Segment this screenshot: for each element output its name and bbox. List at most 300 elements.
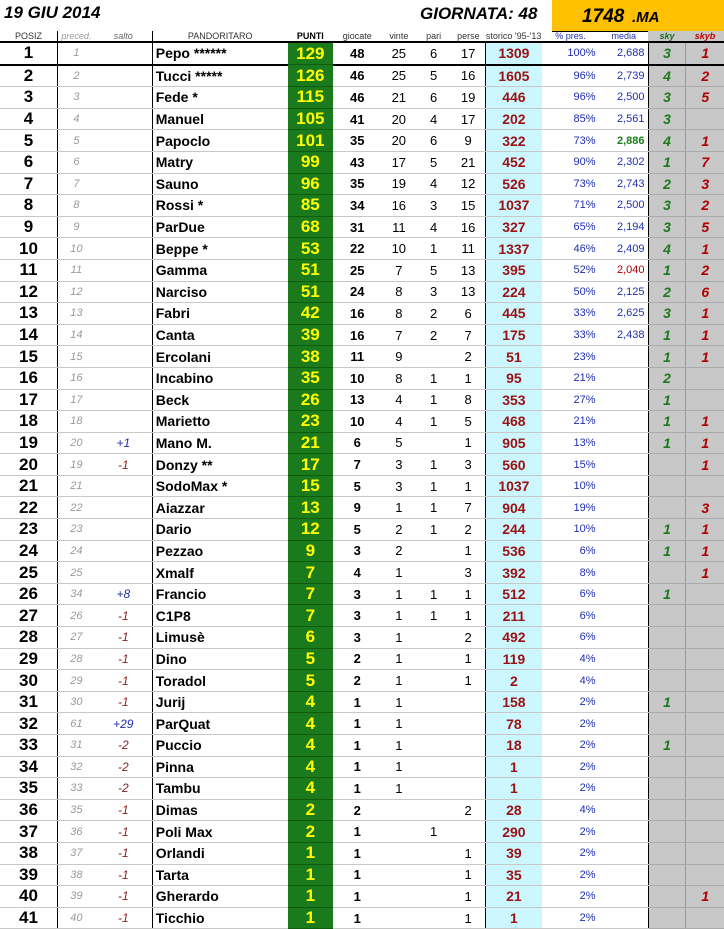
presence-pct-cell: 50% [542, 281, 600, 303]
draw-cell: 4 [416, 216, 451, 238]
jump-cell: -1 [95, 648, 152, 670]
presence-pct-cell: 96% [542, 87, 600, 109]
average-cell [600, 519, 648, 541]
position-cell: 35 [0, 778, 57, 800]
points-cell: 4 [288, 756, 333, 778]
player-name-cell: Papoclo [152, 130, 287, 152]
won-cell: 1 [381, 735, 416, 757]
player-name-cell: Donzy ** [152, 454, 287, 476]
previous-position-cell: 38 [57, 864, 94, 886]
col-pos: POSIZ [0, 31, 57, 42]
presence-pct-cell: 2% [542, 821, 600, 843]
average-cell [600, 713, 648, 735]
table-row [0, 627, 724, 649]
skyb-cell [686, 670, 724, 692]
played-cell: 41 [333, 108, 381, 130]
player-name-cell: Pepo ****** [152, 42, 287, 65]
won-cell: 8 [381, 281, 416, 303]
average-cell: 2,194 [600, 216, 648, 238]
player-name-cell: Beppe * [152, 238, 287, 260]
table-row [0, 367, 724, 389]
jump-cell [95, 367, 152, 389]
skyb-cell: 3 [686, 497, 724, 519]
presence-pct-cell: 8% [542, 562, 600, 584]
average-cell [600, 367, 648, 389]
skyb-cell: 5 [686, 216, 724, 238]
skyb-cell: 1 [686, 432, 724, 454]
historic-cell: 211 [486, 605, 542, 627]
draw-cell: 6 [416, 130, 451, 152]
player-name-cell: Rossi * [152, 195, 287, 217]
player-name-cell: ParDue [152, 216, 287, 238]
draw-cell: 6 [416, 87, 451, 109]
draw-cell [416, 778, 451, 800]
presence-pct-cell: 6% [542, 540, 600, 562]
player-name-cell: Fabri [152, 303, 287, 325]
historic-cell: 2 [486, 670, 542, 692]
sky-cell: 3 [648, 195, 686, 217]
previous-position-cell: 22 [57, 497, 94, 519]
jump-cell: -1 [95, 454, 152, 476]
lost-cell: 17 [451, 108, 486, 130]
won-cell: 5 [381, 432, 416, 454]
draw-cell [416, 648, 451, 670]
average-cell: 2,040 [600, 259, 648, 281]
jump-cell: +1 [95, 432, 152, 454]
lost-cell: 1 [451, 842, 486, 864]
lost-cell: 2 [451, 627, 486, 649]
presence-pct-cell: 27% [542, 389, 600, 411]
table-row [0, 281, 724, 303]
draw-cell: 3 [416, 195, 451, 217]
player-name-cell: Dimas [152, 799, 287, 821]
lost-cell: 8 [451, 389, 486, 411]
presence-pct-cell: 21% [542, 411, 600, 433]
presence-pct-cell: 4% [542, 670, 600, 692]
played-cell: 5 [333, 519, 381, 541]
presence-pct-cell: 2% [542, 691, 600, 713]
previous-position-cell: 15 [57, 346, 94, 368]
draw-cell: 1 [416, 583, 451, 605]
historic-cell: 1 [486, 907, 542, 929]
sky-cell [648, 778, 686, 800]
previous-position-cell: 20 [57, 432, 94, 454]
skyb-cell: 6 [686, 281, 724, 303]
average-cell [600, 627, 648, 649]
won-cell: 16 [381, 195, 416, 217]
points-cell: 38 [288, 346, 333, 368]
average-cell [600, 670, 648, 692]
sky-cell: 1 [648, 389, 686, 411]
won-cell: 7 [381, 324, 416, 346]
points-cell: 5 [288, 670, 333, 692]
position-cell: 27 [0, 605, 57, 627]
lost-cell [451, 821, 486, 843]
draw-cell: 6 [416, 42, 451, 65]
lost-cell: 1 [451, 864, 486, 886]
lost-cell: 5 [451, 411, 486, 433]
player-name-cell: Marietto [152, 411, 287, 433]
sky-cell: 3 [648, 87, 686, 109]
table-row [0, 562, 724, 584]
lost-cell [451, 735, 486, 757]
jump-cell: +8 [95, 583, 152, 605]
jump-cell [95, 130, 152, 152]
previous-position-cell: 9 [57, 216, 94, 238]
player-name-cell: Poli Max [152, 821, 287, 843]
table-row [0, 389, 724, 411]
presence-pct-cell: 90% [542, 151, 600, 173]
col-pct: % pres. [542, 31, 600, 42]
historic-cell: 468 [486, 411, 542, 433]
table-row [0, 411, 724, 433]
lost-cell [451, 778, 486, 800]
average-cell: 2,739 [600, 65, 648, 87]
average-cell [600, 454, 648, 476]
position-cell: 28 [0, 627, 57, 649]
position-cell: 22 [0, 497, 57, 519]
historic-cell: 560 [486, 454, 542, 476]
sky-cell: 1 [648, 540, 686, 562]
jump-cell [95, 475, 152, 497]
previous-position-cell: 2 [57, 65, 94, 87]
draw-cell [416, 799, 451, 821]
previous-position-cell: 37 [57, 842, 94, 864]
won-cell: 1 [381, 562, 416, 584]
won-cell: 4 [381, 389, 416, 411]
previous-position-cell: 4 [57, 108, 94, 130]
table-row [0, 821, 724, 843]
player-name-cell: Ercolani [152, 346, 287, 368]
player-name-cell: Aiazzar [152, 497, 287, 519]
lost-cell: 1 [451, 432, 486, 454]
player-name-cell: Pezzao [152, 540, 287, 562]
average-cell [600, 864, 648, 886]
points-cell: 2 [288, 821, 333, 843]
historic-cell: 1037 [486, 195, 542, 217]
player-name-cell: Dario [152, 519, 287, 541]
skyb-cell [686, 583, 724, 605]
position-cell: 20 [0, 454, 57, 476]
jump-cell: -1 [95, 799, 152, 821]
presence-pct-cell: 2% [542, 907, 600, 929]
skyb-cell [686, 605, 724, 627]
played-cell: 25 [333, 259, 381, 281]
draw-cell: 1 [416, 497, 451, 519]
draw-cell: 4 [416, 108, 451, 130]
jump-cell: -1 [95, 886, 152, 908]
won-cell: 25 [381, 42, 416, 65]
player-name-cell: Puccio [152, 735, 287, 757]
sky-cell: 3 [648, 303, 686, 325]
jump-cell: -1 [95, 907, 152, 929]
skyb-cell: 1 [686, 130, 724, 152]
won-cell [381, 864, 416, 886]
won-cell: 19 [381, 173, 416, 195]
draw-cell [416, 691, 451, 713]
position-cell: 14 [0, 324, 57, 346]
skyb-cell: 1 [686, 886, 724, 908]
average-cell: 2,302 [600, 151, 648, 173]
historic-cell: 904 [486, 497, 542, 519]
played-cell: 3 [333, 627, 381, 649]
previous-position-cell: 5 [57, 130, 94, 152]
skyb-cell [686, 475, 724, 497]
jump-cell: -1 [95, 691, 152, 713]
sky-cell: 1 [648, 346, 686, 368]
sky-cell [648, 713, 686, 735]
lost-cell: 12 [451, 173, 486, 195]
average-cell [600, 346, 648, 368]
draw-cell: 2 [416, 303, 451, 325]
historic-cell: 28 [486, 799, 542, 821]
won-cell: 1 [381, 756, 416, 778]
position-cell: 23 [0, 519, 57, 541]
position-cell: 38 [0, 842, 57, 864]
lost-cell: 7 [451, 324, 486, 346]
player-name-cell: Gamma [152, 259, 287, 281]
table-row [0, 216, 724, 238]
draw-cell: 1 [416, 475, 451, 497]
won-cell: 1 [381, 713, 416, 735]
played-cell: 1 [333, 713, 381, 735]
played-cell: 1 [333, 821, 381, 843]
previous-position-cell: 6 [57, 151, 94, 173]
average-cell [600, 799, 648, 821]
won-cell [381, 907, 416, 929]
previous-position-cell: 23 [57, 519, 94, 541]
sky-cell: 2 [648, 281, 686, 303]
played-cell: 1 [333, 907, 381, 929]
sky-cell [648, 454, 686, 476]
average-cell [600, 497, 648, 519]
position-cell: 40 [0, 886, 57, 908]
col-sky: sky [648, 31, 686, 42]
position-cell: 21 [0, 475, 57, 497]
position-cell: 36 [0, 799, 57, 821]
won-cell: 1 [381, 691, 416, 713]
average-cell: 2,409 [600, 238, 648, 260]
presence-pct-cell: 2% [542, 778, 600, 800]
col-pari: pari [416, 31, 451, 42]
lost-cell: 7 [451, 497, 486, 519]
points-cell: 6 [288, 627, 333, 649]
sky-cell [648, 864, 686, 886]
draw-cell: 4 [416, 173, 451, 195]
played-cell: 3 [333, 605, 381, 627]
historic-cell: 35 [486, 864, 542, 886]
skyb-cell [686, 108, 724, 130]
jump-cell: -2 [95, 756, 152, 778]
historic-cell: 21 [486, 886, 542, 908]
average-cell: 2,688 [600, 42, 648, 65]
presence-pct-cell: 65% [542, 216, 600, 238]
average-cell [600, 605, 648, 627]
position-cell: 18 [0, 411, 57, 433]
skyb-cell: 1 [686, 324, 724, 346]
jump-cell: -1 [95, 605, 152, 627]
player-name-cell: Jurij [152, 691, 287, 713]
points-cell: 51 [288, 281, 333, 303]
jump-cell [95, 281, 152, 303]
col-salto: salto [95, 31, 152, 42]
historic-cell: 18 [486, 735, 542, 757]
lost-cell: 3 [451, 454, 486, 476]
played-cell: 46 [333, 65, 381, 87]
previous-position-cell: 19 [57, 454, 94, 476]
average-cell [600, 562, 648, 584]
draw-cell [416, 735, 451, 757]
historic-cell: 327 [486, 216, 542, 238]
sky-cell [648, 562, 686, 584]
player-name-cell: Tambu [152, 778, 287, 800]
table-row [0, 648, 724, 670]
player-name-cell: Matry [152, 151, 287, 173]
position-cell: 25 [0, 562, 57, 584]
jump-cell [95, 108, 152, 130]
draw-cell [416, 907, 451, 929]
col-giocate: giocate [333, 31, 381, 42]
lost-cell: 11 [451, 238, 486, 260]
historic-cell: 322 [486, 130, 542, 152]
points-cell: 39 [288, 324, 333, 346]
points-cell: 96 [288, 173, 333, 195]
played-cell: 1 [333, 842, 381, 864]
player-name-cell: Orlandi [152, 842, 287, 864]
sky-cell: 1 [648, 324, 686, 346]
skyb-cell: 2 [686, 195, 724, 217]
won-cell: 8 [381, 303, 416, 325]
skyb-cell [686, 799, 724, 821]
table-row [0, 303, 724, 325]
table-row [0, 259, 724, 281]
player-name-cell: Gherardo [152, 886, 287, 908]
table-row [0, 65, 724, 87]
sky-cell: 1 [648, 735, 686, 757]
draw-cell: 1 [416, 411, 451, 433]
points-cell: 15 [288, 475, 333, 497]
points-cell: 13 [288, 497, 333, 519]
round-label: GIORNATA: 48 [420, 4, 538, 23]
skyb-cell [686, 821, 724, 843]
presence-pct-cell: 71% [542, 195, 600, 217]
sky-cell: 3 [648, 216, 686, 238]
presence-pct-cell: 96% [542, 65, 600, 87]
table-row [0, 173, 724, 195]
points-cell: 101 [288, 130, 333, 152]
points-cell: 4 [288, 713, 333, 735]
jump-cell [95, 389, 152, 411]
sky-cell: 4 [648, 130, 686, 152]
table-row [0, 151, 724, 173]
table-row [0, 842, 724, 864]
jump-cell: -2 [95, 778, 152, 800]
position-cell: 15 [0, 346, 57, 368]
presence-pct-cell: 2% [542, 756, 600, 778]
position-cell: 34 [0, 756, 57, 778]
position-cell: 41 [0, 907, 57, 929]
played-cell: 16 [333, 324, 381, 346]
position-cell: 31 [0, 691, 57, 713]
historic-cell: 1 [486, 778, 542, 800]
played-cell: 1 [333, 735, 381, 757]
table-row [0, 907, 724, 929]
presence-pct-cell: 6% [542, 627, 600, 649]
draw-cell: 2 [416, 324, 451, 346]
player-name-cell: Pinna [152, 756, 287, 778]
position-cell: 32 [0, 713, 57, 735]
position-cell: 6 [0, 151, 57, 173]
jump-cell: -1 [95, 821, 152, 843]
presence-pct-cell: 73% [542, 130, 600, 152]
historic-cell: 158 [486, 691, 542, 713]
skyb-cell: 1 [686, 411, 724, 433]
skyb-cell: 1 [686, 540, 724, 562]
standings-body [0, 42, 724, 929]
position-cell: 37 [0, 821, 57, 843]
skyb-cell [686, 389, 724, 411]
historic-cell: 1037 [486, 475, 542, 497]
average-cell: 2,500 [600, 195, 648, 217]
played-cell: 3 [333, 540, 381, 562]
played-cell: 35 [333, 130, 381, 152]
table-row [0, 540, 724, 562]
player-name-cell: Incabino [152, 367, 287, 389]
previous-position-cell: 21 [57, 475, 94, 497]
points-cell: 1 [288, 842, 333, 864]
historic-cell: 95 [486, 367, 542, 389]
played-cell: 10 [333, 411, 381, 433]
skyb-cell: 5 [686, 87, 724, 109]
skyb-cell [686, 648, 724, 670]
won-cell: 7 [381, 259, 416, 281]
average-cell [600, 756, 648, 778]
col-vinte: vinte [381, 31, 416, 42]
player-name-cell: Tucci ***** [152, 65, 287, 87]
historic-cell: 905 [486, 432, 542, 454]
column-header-row [0, 31, 724, 42]
points-cell: 21 [288, 432, 333, 454]
average-cell: 2,500 [600, 87, 648, 109]
sky-cell: 1 [648, 259, 686, 281]
average-cell: 2,886 [600, 130, 648, 152]
position-cell: 16 [0, 367, 57, 389]
average-cell [600, 389, 648, 411]
sky-cell: 2 [648, 173, 686, 195]
sky-cell: 4 [648, 238, 686, 260]
played-cell: 2 [333, 670, 381, 692]
average-cell: 2,743 [600, 173, 648, 195]
won-cell: 1 [381, 605, 416, 627]
lost-cell: 1 [451, 475, 486, 497]
played-cell: 3 [333, 583, 381, 605]
lost-cell: 17 [451, 42, 486, 65]
jump-cell [95, 151, 152, 173]
position-cell: 7 [0, 173, 57, 195]
col-media: media [600, 31, 648, 42]
jump-cell [95, 42, 152, 65]
draw-cell: 1 [416, 519, 451, 541]
sky-cell: 1 [648, 151, 686, 173]
jump-cell [95, 411, 152, 433]
won-cell: 25 [381, 65, 416, 87]
position-cell: 33 [0, 735, 57, 757]
draw-cell: 3 [416, 281, 451, 303]
won-cell: 2 [381, 540, 416, 562]
won-cell: 3 [381, 475, 416, 497]
sky-cell [648, 799, 686, 821]
lost-cell: 15 [451, 195, 486, 217]
